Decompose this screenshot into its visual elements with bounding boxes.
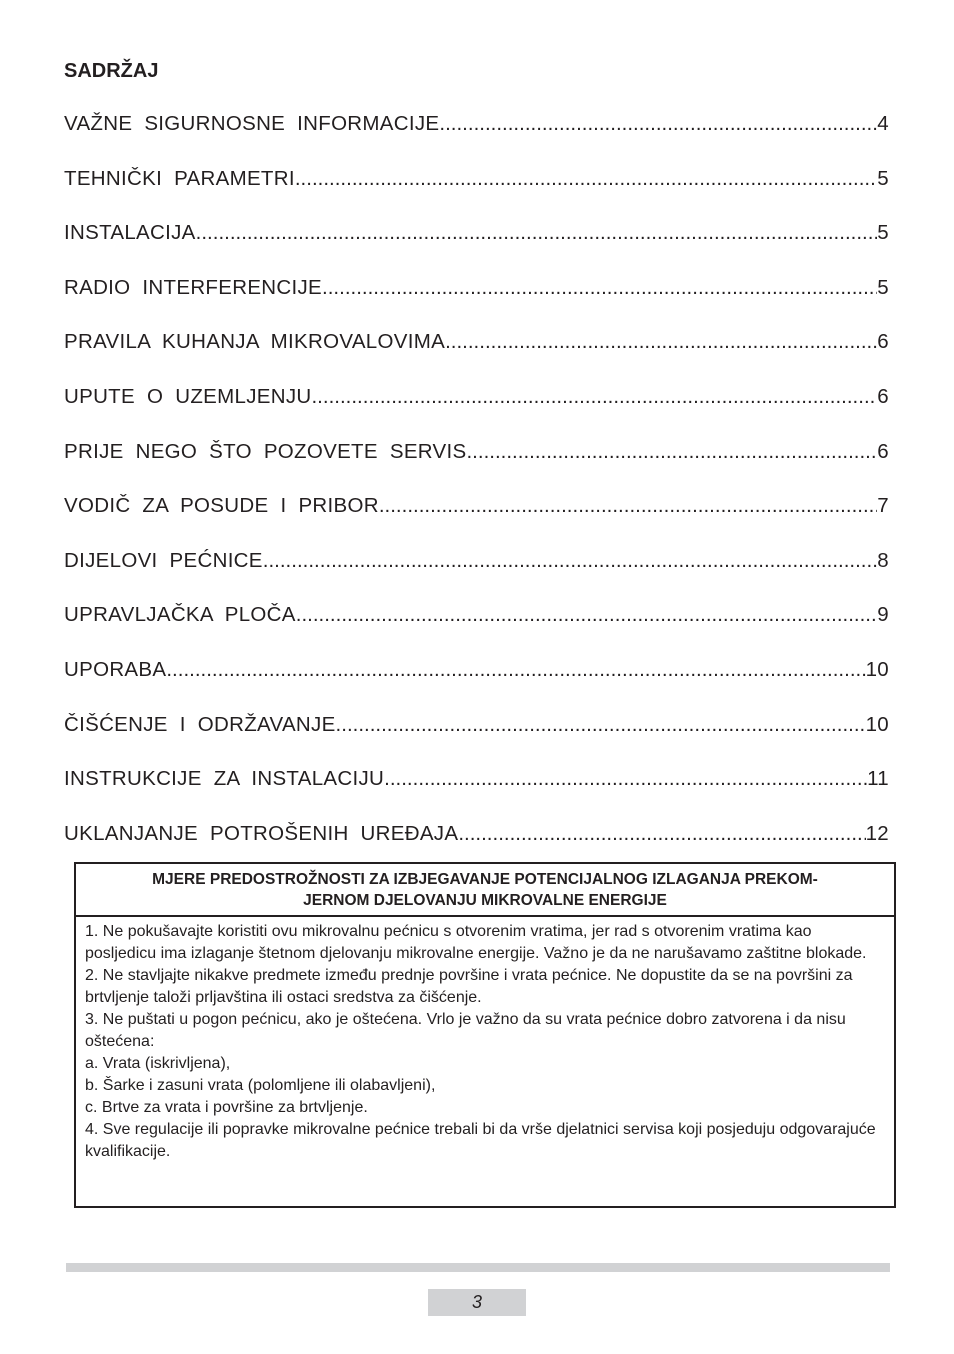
toc-entry-title: VODIČ ZA POSUDE I PRIBOR <box>64 494 379 518</box>
notice-title-line: JERNOM DJELOVANJU MIKROVALNE ENERGIJE <box>303 891 667 909</box>
toc-entry <box>64 112 889 167</box>
toc-entry-page: 6 <box>877 439 889 463</box>
toc-leader <box>295 167 877 191</box>
toc-leader <box>466 440 877 464</box>
table-of-contents <box>64 112 889 876</box>
notice-item: a. Vrata (iskrivljena), <box>85 1055 231 1072</box>
toc-entry-page: 10 <box>865 712 889 736</box>
toc-entry <box>64 603 889 658</box>
toc-entry-title: DIJELOVI PEĆNICE <box>64 548 263 572</box>
notice-item: b. Šarke i zasuni vrata (polomljene ili olabavljeni), <box>85 1077 436 1094</box>
toc-entry-title: ČIŠĆENJE I ODRŽAVANJE <box>64 712 336 736</box>
toc-leader <box>384 767 867 791</box>
toc-entry-page: 6 <box>877 330 889 354</box>
safety-notice-box <box>74 862 896 1208</box>
toc-entry-title: PRIJE NEGO ŠTO POZOVETE SERVIS <box>64 439 467 463</box>
toc-entry-title: INSTALACIJA <box>64 221 196 245</box>
toc-entry-title: INSTRUKCIJE ZA INSTALACIJU <box>64 767 385 791</box>
notice-title-line: MJERE PREDOSTROŽNOSTI ZA IZBJEGAVANJE POTENCIJALNOG IZLAGANJA PREKOM- <box>152 870 818 888</box>
toc-entry-page: 5 <box>877 166 889 190</box>
toc-leader <box>322 276 877 300</box>
toc-entry <box>64 385 889 440</box>
toc-entry-title: UPRAVLJAČKA PLOČA <box>64 603 296 627</box>
toc-entry <box>64 221 889 276</box>
toc-entry-page: 4 <box>877 112 889 135</box>
notice-body <box>76 917 894 1163</box>
toc-entry <box>64 330 889 385</box>
notice-item: 4. Sve regulacije ili popravke mikrovalne pećnice trebali bi da vrše djelatnici servisa koji posjeduju odgovarajuće kvalifikacije. <box>85 1121 876 1160</box>
toc-entry <box>64 767 889 822</box>
toc-entry-page: 9 <box>877 603 889 627</box>
toc-entry-title: PRAVILA KUHANJA MIKROVALOVIMA <box>64 330 446 354</box>
toc-entry <box>64 713 889 768</box>
toc-entry-page: 5 <box>877 221 889 245</box>
toc-entry-page: 10 <box>865 657 889 681</box>
toc-entry-page: 8 <box>877 548 889 572</box>
toc-leader <box>458 822 865 846</box>
toc-leader <box>336 713 866 737</box>
toc-entry-page: 7 <box>877 494 889 518</box>
toc-entry-title: UPUTE O UZEMLJENJU <box>64 384 312 408</box>
toc-leader <box>311 385 877 409</box>
toc-leader <box>296 603 878 627</box>
notice-item: 1. Ne pokušavajte koristiti ovu mikrovalnu pećnicu s otvorenim vratima, jer rad s otvorenim vratima kao posljedicu ima izlaganje štetnom djelovanju mikrovalne energije. Važno je da ne narušavamo zaštitne blokade. <box>85 923 867 962</box>
toc-leader <box>445 330 877 354</box>
toc-leader <box>439 112 877 136</box>
toc-leader <box>196 221 878 245</box>
toc-entry-page: 12 <box>865 821 889 845</box>
toc-entry-title: UKLANJANJE POTROŠENIH UREĐAJA <box>64 821 459 845</box>
notice-title <box>76 864 894 917</box>
toc-entry-title: RADIO INTERFERENCIJE <box>64 275 323 299</box>
toc-entry <box>64 658 889 713</box>
toc-leader <box>379 494 877 518</box>
toc-entry <box>64 276 889 331</box>
toc-entry-page: 5 <box>877 275 889 299</box>
page-title: SADRŽAJ <box>64 60 159 82</box>
toc-entry <box>64 549 889 604</box>
toc-leader <box>166 658 865 682</box>
footer-divider <box>66 1263 890 1272</box>
page-number: 3 <box>428 1289 526 1316</box>
notice-item: c. Brtve za vrata i površine za brtvljenje. <box>85 1099 368 1116</box>
toc-entry <box>64 440 889 495</box>
notice-item: 2. Ne stavljajte nikakve predmete između prednje površine i vrata pećnice. Ne dopustite da se na površini za brtvljenje taloži prljavština ili ostaci sredstva za čišćenje. <box>85 967 853 1006</box>
toc-entry-page: 11 <box>867 767 889 791</box>
toc-entry-title: UPORABA <box>64 657 167 681</box>
toc-entry <box>64 494 889 549</box>
toc-entry-title: TEHNIČKI PARAMETRI <box>64 166 295 190</box>
notice-item: 3. Ne puštati u pogon pećnicu, ako je oštećena. Vrlo je važno da su vrata pećnice dobro zatvorena i da nisu oštećena: <box>85 1011 846 1050</box>
toc-entry-title: VAŽNE SIGURNOSNE INFORMACIJE <box>64 112 440 135</box>
toc-entry <box>64 167 889 222</box>
toc-leader <box>263 549 878 573</box>
toc-entry-page: 6 <box>877 384 889 408</box>
